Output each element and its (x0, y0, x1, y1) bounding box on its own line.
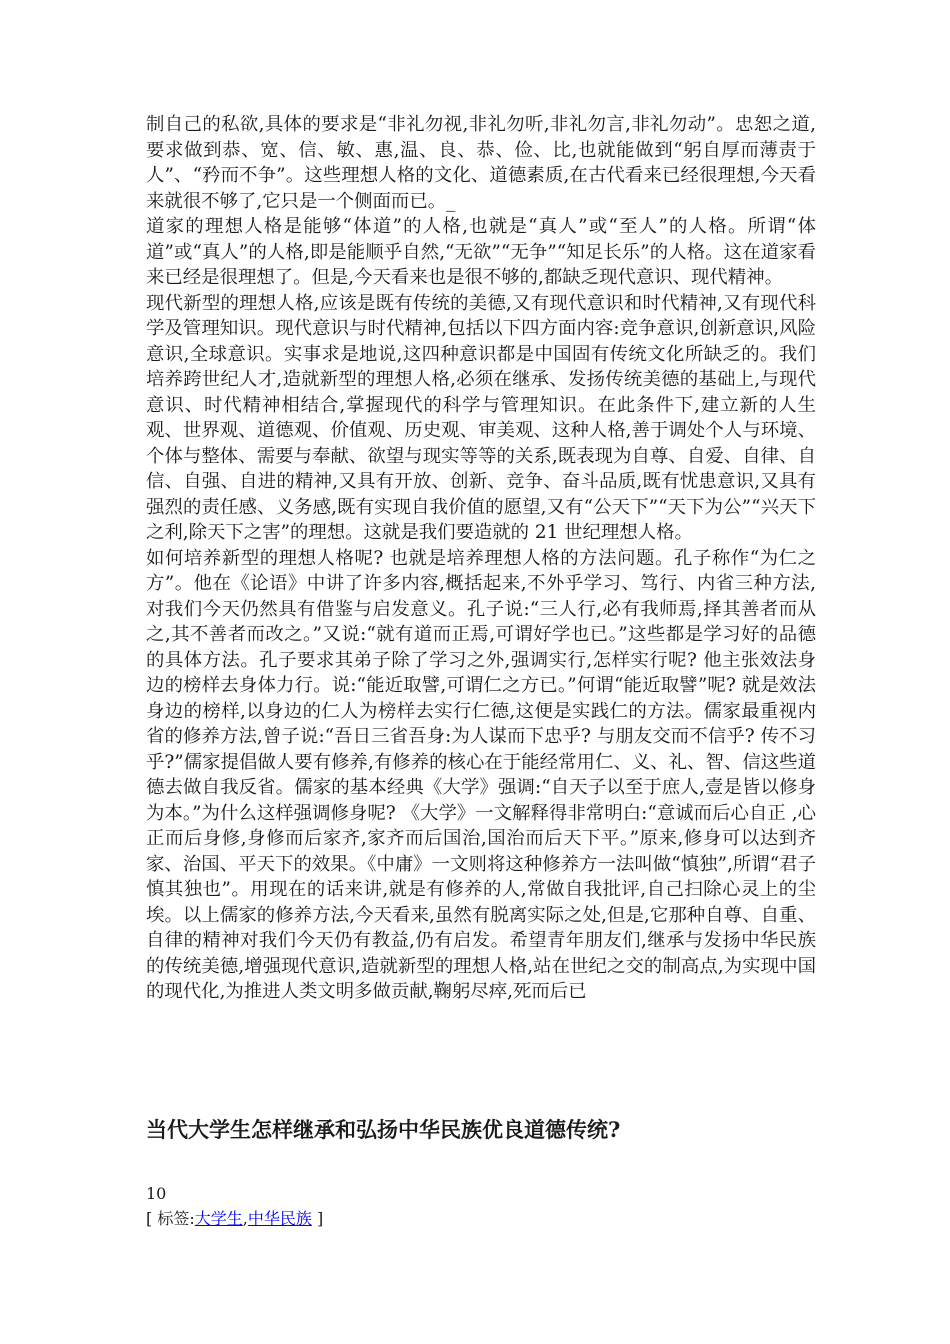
tag-separator: , (242, 1209, 248, 1228)
article-body (146, 112, 816, 1005)
tag-prefix: [ 标签: (146, 1209, 195, 1228)
answer-count: 10 (146, 1184, 167, 1203)
question-title: 当代大学生怎样继承和弘扬中华民族优良道德传统? (146, 1117, 621, 1142)
tag-link-zhonghuaminzu[interactable]: 中华民族 (247, 1209, 312, 1228)
paragraph-confucian-virtues: 制自己的私欲,具体的要求是“非礼勿视,非礼勿听,非礼勿言,非礼勿动”。忠恕之道,要求做到恭、宽、信、敏、惠,温、良、恭、俭、比,也就能做到“躬自厚而薄责于人”、“矜而不争”。这些理想人格的文化、道德素质,在古代看来已经很理想,今天看来就很不够了,它只是一个侧面而已。_ (146, 114, 816, 212)
paragraph-taoist-ideal: 道家的理想人格是能够“体道”的人格,也就是“真人”或“至人”的人格。所谓“体道”或“真人”的人格,即是能顺乎自然,“无欲”“无争”“知足长乐”的人格。这在道家看来已经是很理想了。但是,今天看来也是很不够的,都缺乏现代意识、现代精神。 (146, 216, 816, 288)
paragraph-cultivation-methods: 如何培养新型的理想人格呢? 也就是培养理想人格的方法问题。孔子称作“为仁之方”。他在《论语》中讲了许多内容,概括起来,不外乎学习、笃行、内省三种方法,对我们今天仍然具有借鉴与启发意义。孔子说:“三人行,必有我师焉,择其善者而从之,其不善者而改之。”又说:“就有道而正焉,可谓好学也已。”这些都是学习好的品德的具体方法。孔子要求其弟子除了学习之外,强调实行,怎样实行呢? 他主张效法身边的榜样去身体力行。说:“能近取譬,可谓仁之方已。”何谓“能近取譬”呢? 就是效法身边的榜样,以身边的仁人为榜样去实行仁德,这便是实践仁的方法。儒家最重视内省的修养方法,曾子说:“吾日三省吾身:为人谋而下忠乎? 与朋友交而不信乎? 传不习乎?”儒家提倡做人要有修养,有修养的核心在于能经常用仁、义、礼、智、信这些道德去做自我反省。儒家的基本经典《大学》强调:“自天子以至于庶人,壹是皆以修身为本。”为什么这样强调修身呢? 《大学》一文解释得非常明白:“意诚而后心自正 ,心正而后身修,身修而后家齐,家齐而后国治,国治而后天下平。”原来,修身可以达到齐家、治国、平天下的效果。《中庸》一文则将这种修养方一法叫做“慎独”,所谓“君子慎其独也”。用现在的话来讲,就是有修养的人,常做自我批评,自己扫除心灵上的尘埃。以上儒家的修养方法,今天看来,虽然有脱离实际之处,但是,它那种自尊、自重、自律的精神对我们今天仍有教益,仍有启发。希望青年朋友们,继承与发扬中华民族的传统美德,增强现代意识,造就新型的理想人格,站在世纪之交的制高点,为实现中国的现代化,为推进人类文明多做贡献,鞠躬尽瘁,死而后已 (146, 547, 816, 1002)
tag-line (146, 1208, 323, 1230)
tag-suffix: ] (311, 1209, 324, 1228)
tag-link-daxuesheng[interactable]: 大学生 (194, 1209, 243, 1228)
paragraph-modern-ideal: 现代新型的理想人格,应该是既有传统的美德,又有现代意识和时代精神,又有现代科学及管理知识。现代意识与时代精神,包括以下四方面内容:竞争意识,创新意识,风险意识,全球意识。实事求是地说,这四种意识都是中国固有传统文化所缺乏的。我们培养跨世纪人才,造就新型的理想人格,必须在继承、发扬传统美德的基础上,与现代意识、时代精神相结合,掌握现代的科学与管理知识。在此条件下,建立新的人生观、世界观、道德观、价值观、历史观、审美观、这种人格,善于调处个人与环境、个体与整体、需要与奉献、欲望与现实等等的关系,既表现为自尊、自爱、自律、自信、自强、自进的精神,又具有开放、创新、竞争、奋斗品质,既有忧患意识,又具有强烈的责任感、义务感,既有实现自我价值的愿望,又有“公天下”“天下为公”“兴天下之利,除天下之害”的理想。这就是我们要造就的 21 世纪理想人格。 (146, 292, 816, 543)
